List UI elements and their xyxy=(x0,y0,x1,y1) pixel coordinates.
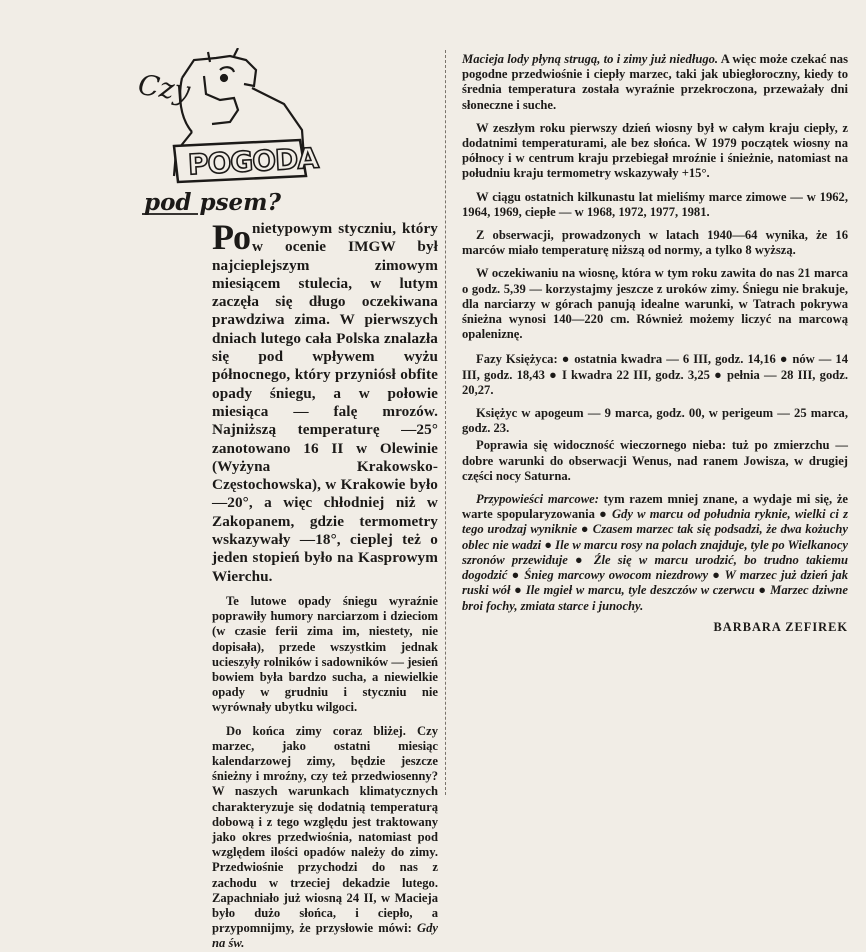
body-paragraph-text: Do końca zimy coraz bliżej. Czy marzec, jako ostatni miesiąc kalendarzowej zimy, będzie jeszcze śnieżny i mroźny, czy też przedwiosenny? W naszych warunkach klimatycznych charakteryzuje się dodatnią temperaturą dobową i z tego względu jest traktowany jako okres przedwiośnia, natomiast pod względem ilości opadów należy do zimy. Przedwiośnie przychodzi do nas z zachodu w trzeciej dekadzie lutego. Zapachniało już wiosną 24 II, w Macieja było dużo słońca, i ciepło, a przypomnijmy, że przysłowie mówi: xyxy=(212,723,438,936)
right-column xyxy=(462,52,848,635)
drop-cap: Po xyxy=(212,217,250,257)
body-paragraph xyxy=(212,724,438,952)
lead-text: nietypowym styczniu, który w ocenie IMGW był najcieplejszym zimowym miesiącem stulecia, w lutym zaczęła się długo oczekiwana prawdziwa zima. W pierwszych dniach lutego cała Polska znalazła się pod wpływem wyżu północnego, który przyniósł obfite opady śniegu, a w połowie miesiąca — falę mrozów. Najniższą temperaturę —25° zanotowano 16 II w Olewinie (Wyżyna Krakowsko-Częstochowska), w Krakowie było —20°, a więc chłodniej niż w Zakopanem, gdzie termometry wskazywały —18°, cieplej też o jeden stopień było na Kasprowym Wierchu. xyxy=(212,220,438,585)
march-proverbs xyxy=(462,492,848,614)
logo-word-pod-psem: pod psem? xyxy=(144,189,281,216)
proverbs-intro: tym razem mniej znane, a wydaje mi się, że warte spopularyzowania xyxy=(462,492,848,522)
sky-visibility: Poprawia się widoczność wieczornego nieba: tuż po zmierzchu — dobre warunki do obserwacji Wenus, nad ranem Jowisza, w drugiej części nocy Saturna. xyxy=(462,438,848,483)
body-paragraph: W oczekiwaniu na wiosnę, która w tym roku zawita do nas 21 marca o godz. 5,39 — korzystajmy jeszcze z uroków zimy. Śniegu nie brakuje, dla narciarzy w górach panują idealne warunki, w Tatrach pokrywa śnieżna wynosi 140—220 cm. Również możemy liczyć na marcową opaleniznę. xyxy=(462,266,848,342)
proverbs-label: Przypowieści marcowe: xyxy=(476,492,599,507)
proverbs-text: ● Gdy w marcu od południa ryknie, wielki ci z tego urodzaj wyniknie ● Czasem marzec tak się podsadzi, że dwa kożuchy oblec nie wadzi ● Ile w marcu rosy na polach znajduje, tyle po Wielkanocy szronów przewiduje ● Źle się w marcu urodzić, bo trudno takiemu dogodzić ● Śnieg marcowy owocom niezdrowy ● W marzec już dzień jak ruski wół ● Ile mgieł w marcu, tyle deszczów w czerwcu ● Marzec dziwne broi fochy, zmiata starce i junochy. xyxy=(462,507,848,613)
title-logo xyxy=(134,48,334,216)
body-paragraph-text: A więc może czekać nas pogodne przedwiośnie i ciepły marzec, taki jak ubiegłoroczny, kiedy to średnia temperatura została wyraźnie przekroczona, przeważały dni słoneczne i suche. xyxy=(462,52,848,112)
logo-word-pogoda: POGODA xyxy=(187,141,319,182)
moon-apogee: Księżyc w apogeum — 9 marca, godz. 00, w perigeum — 25 marca, godz. 23. xyxy=(462,406,848,436)
moon-phases: Fazy Księżyca: ● ostatnia kwadra — 6 III, godz. 14,16 ● nów — 14 III, godz. 18,43 ● I kwadra 22 III, godz. 3,25 ● pełnia — 28 III, godz. 20,27. xyxy=(462,352,848,397)
lead-paragraph xyxy=(212,217,438,586)
column-divider xyxy=(445,50,446,795)
proverb-quote-start: Gdy na św. xyxy=(212,921,438,951)
logo-word-czy: Czy xyxy=(136,67,193,108)
author-byline: BARBARA ZEFIREK xyxy=(713,619,848,634)
proverb-quote-end: Macieja lody płyną strugą, to i zimy już niedługo. xyxy=(462,52,719,66)
body-paragraph: Z obserwacji, prowadzonych w latach 1940—64 wynika, że 16 marców miało temperaturę niższą od normy, a tylko 8 wyższą. xyxy=(462,228,848,258)
body-paragraph: W ciągu ostatnich kilkunastu lat mieliśmy marce zimowe — w 1962, 1964, 1969, ciepłe — w 1968, 1972, 1977, 1981. xyxy=(462,189,848,219)
body-paragraph: Te lutowe opady śniegu wyraźnie poprawiły humory narciarzom i dzieciom (w czasie ferii zima im, niestety, nie dopisała), przede wszystkim jednak ucieszyły rolników i sadowników — jesień bowiem była bardzo sucha, a niewielkie opady w grudniu i styczniu nie wyrównały ubytku wilgoci. xyxy=(212,593,438,715)
body-paragraph xyxy=(462,52,848,113)
left-column xyxy=(212,217,438,952)
body-paragraph: W zeszłym roku pierwszy dzień wiosny był w całym kraju ciepły, z dodatnimi temperaturami, ale bez słońca. W 1979 początek wiosny na północy i w centrum kraju przebiegał mroźnie i śnieżnie, natomiast na południu kraju termometry wskazywały +15°. xyxy=(462,120,848,181)
